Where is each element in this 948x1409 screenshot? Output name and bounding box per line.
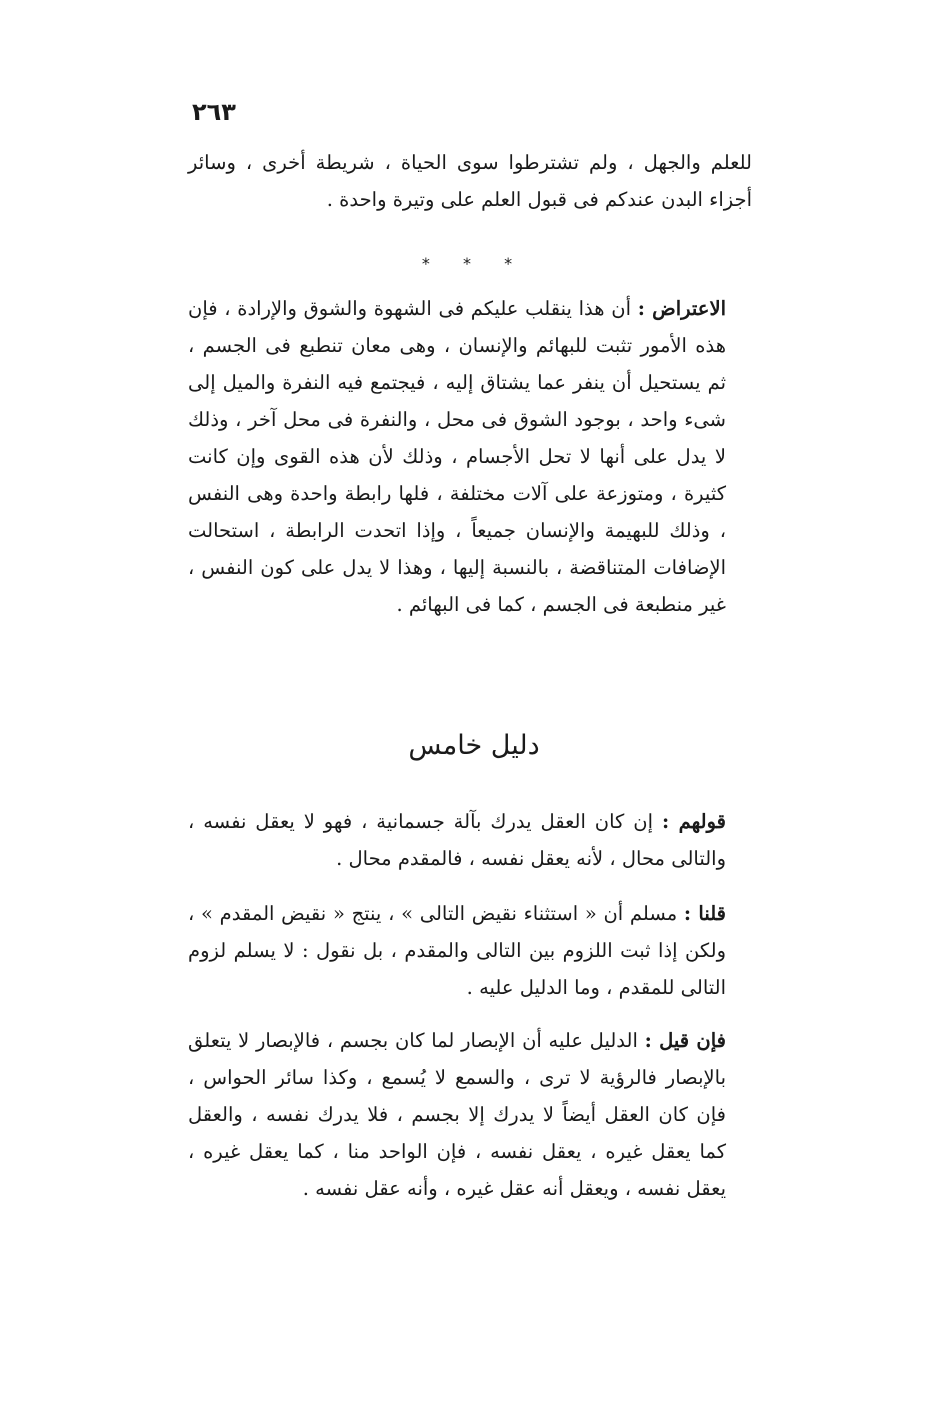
objection-2-lead: فإن قيل : (644, 1029, 726, 1052)
intro-text: للعلم والجهل ، ولم تشترطوا سوى الحياة ، شريطة أخرى ، وسائر أجزاء البدن عندكم فى قبول العلم على وتيرة واحدة . (188, 151, 752, 211)
intro-paragraph (188, 144, 752, 218)
argument-text: إن كان العقل يدرك بآلة جسمانية ، فهو لا يعقل نفسه ، والتالى محال ، لأنه يعقل نفسه ، فالمقدم محال . (188, 810, 726, 870)
section-separator: * * * (421, 254, 527, 273)
objection-2-body (188, 1022, 752, 1207)
objection-2-text: الدليل عليه أن الإبصار لما كان بجسم ، فالإبصار لا يتعلق بالإبصار فالرؤية لا ترى ، والسمع لا يُسمع ، وكذا سائر الحواس ، فإن كان العقل أيضاً لا يدرك إلا بجسم ، فلا يدرك نفسه ، والعقل كما يعقل غيره ، يعقل نفسه ، فإن الواحد منا ، كما يعقل غيره ، يعقل نفسه ، ويعقل أنه عقل غيره ، وأنه عقل نفسه . (188, 1029, 726, 1200)
reply-lead: قلنا : (683, 902, 727, 925)
objection-lead: الاعتراض : (637, 297, 726, 320)
objection-2-paragraph (188, 1022, 752, 1207)
argument-body (188, 803, 752, 877)
page-number: ٢٦٣ (192, 98, 236, 126)
objection-paragraph (188, 290, 752, 623)
argument-lead: قولهم : (661, 810, 726, 833)
argument-paragraph (188, 803, 752, 877)
objection-text: أن هذا ينقلب عليكم فى الشهوة والشوق والإرادة ، فإن هذه الأمور تثبت للبهائم والإنسان ، وهى معان تنطبع فى الجسم ، ثم يستحيل أن ينفر عما يشتاق إليه ، فيجتمع فيه النفرة والميل إلى شىء واحد ، بوجود الشوق فى محل ، والنفرة فى محل آخر ، وذلك لا يدل على أنها لا تحل الأجسام ، وذلك لأن هذه القوى وإن كانت كثيرة ، ومتوزعة على آلات مختلفة ، فلها رابطة واحدة وهى النفس ، وذلك للبهيمة والإنسان جميعاً ، وإذا اتحدت الرابطة ، استحالت الإضافات المتناقضة ، بالنسبة إليها ، وهذا لا يدل على كون النفس ، غير منطبعة فى الجسم ، كما فى البهائم . (188, 297, 726, 616)
objection-body (188, 290, 752, 623)
section-heading: دليل خامس (408, 730, 540, 761)
reply-paragraph (188, 895, 752, 1006)
reply-text: مسلم أن « استثناء نقيض التالى » ، ينتج « نقيض المقدم » ، ولكن إذا ثبت اللزوم بين التالى والمقدم ، بل نقول : لا يسلم لزوم التالى للمقدم ، وما الدليل عليه . (188, 902, 726, 999)
reply-body (188, 895, 752, 1006)
